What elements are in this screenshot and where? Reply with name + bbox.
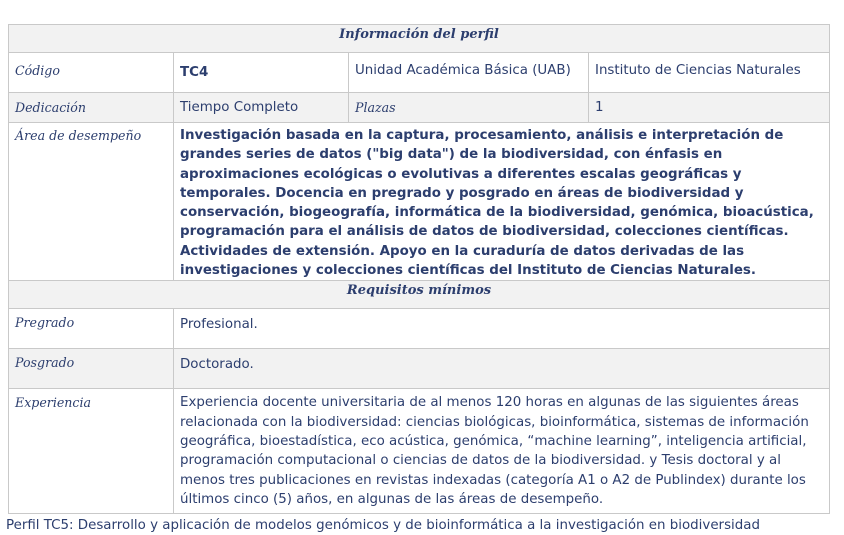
undergrad-row [9, 309, 830, 349]
dedication-row [9, 93, 830, 123]
undergrad-value: Profesional. [174, 309, 830, 349]
dedication-label: Dedicación [9, 93, 174, 123]
experience-row [9, 389, 830, 514]
area-value: Investigación basada en la captura, procesamiento, análisis e interpretación de grandes series de datos ("big data") de la biodiversidad, con énfasis en aproximaciones ecológicas o evolutivas a diferentes escalas geográficas y temporales. Docencia en pregrado y posgrado en áreas de biodiversidad y conservación, biogeografía, informática de la biodiversidad, genómica, bioacústica, programación para el análisis de datos de biodiversidad, colecciones científicas. Actividades de extensión. Apoyo en la curaduría de datos derivadas de las investigaciones y colecciones científicas del Instituto de Ciencias Naturales. [174, 123, 830, 281]
requirements-section-header [9, 281, 830, 309]
requirements-section-title: Requisitos mínimos [9, 281, 830, 309]
postgrad-label: Posgrado [9, 349, 174, 389]
experience-label: Experiencia [9, 389, 174, 514]
profile-section-title: Información del perfil [9, 25, 830, 53]
postgrad-row [9, 349, 830, 389]
positions-value: 1 [589, 93, 830, 123]
area-row [9, 123, 830, 281]
postgrad-value: Doctorado. [174, 349, 830, 389]
profile-table [8, 24, 830, 514]
undergrad-label: Pregrado [9, 309, 174, 349]
dedication-value: Tiempo Completo [174, 93, 349, 123]
experience-value: Experiencia docente universitaria de al menos 120 horas en algunas de las siguientes áreas relacionada con la biodiversidad: ciencias biológicas, bioinformática, sistemas de información geográfica, bioestadística, eco acústica, genómica, “machine learning”, inteligencia artificial, programación computacional o ciencias de datos de la biodiversidad. y Tesis doctoral y al menos tres publicaciones en revistas indexadas (categoría A1 o A2 de Publindex) durante los últimos cinco (5) años, en algunas de las áreas de desempeño. [174, 389, 830, 514]
profile-section-header [9, 25, 830, 53]
area-label: Área de desempeño [9, 123, 174, 281]
next-profile-text: Perfil TC5: Desarrollo y aplicación de modelos genómicos y de bioinformática a la investigación en biodiversidad [6, 518, 760, 533]
unit-value: Instituto de Ciencias Naturales [589, 53, 830, 93]
code-label: Código [9, 53, 174, 93]
code-value: TC4 [174, 53, 349, 93]
unit-label: Unidad Académica Básica (UAB) [349, 53, 589, 93]
positions-label: Plazas [349, 93, 589, 123]
code-row [9, 53, 830, 93]
